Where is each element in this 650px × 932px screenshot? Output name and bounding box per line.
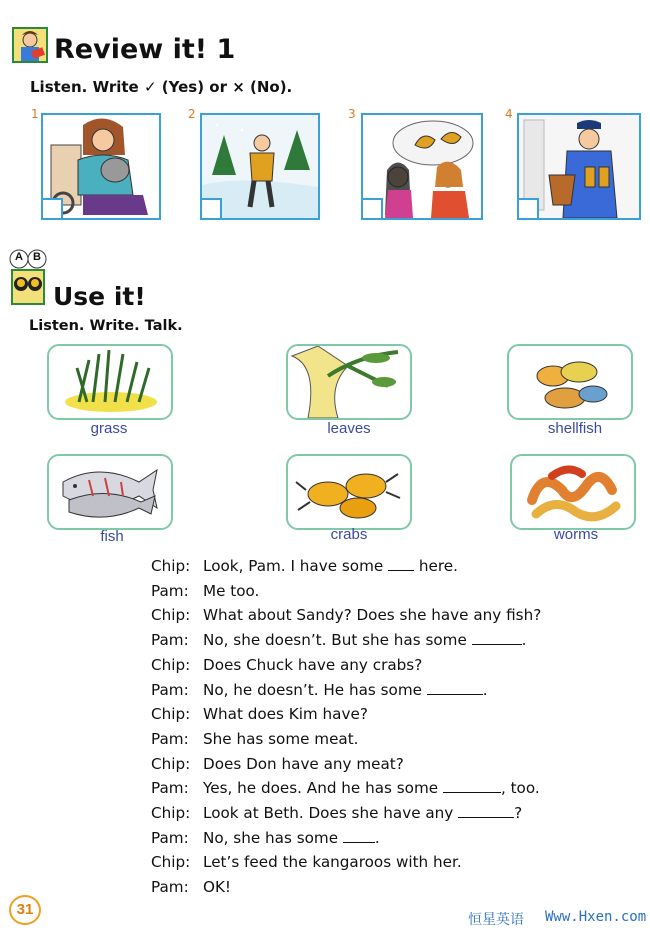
line-text: She has some meat.	[203, 729, 359, 748]
answer-blank[interactable]	[388, 558, 414, 571]
vocab-card-leaves	[286, 344, 412, 420]
worms-icon	[512, 456, 634, 528]
speaker-name: Chip:	[151, 557, 191, 575]
crabs-icon	[288, 456, 410, 528]
review-icon	[12, 27, 48, 63]
review-picture-2	[200, 113, 320, 220]
speaker-name: Chip:	[151, 804, 191, 822]
review-picture-3	[361, 113, 483, 220]
answer-checkbox-4[interactable]	[519, 198, 539, 218]
vocab-card-worms	[510, 454, 636, 530]
use-title: Use it!	[53, 282, 146, 311]
speaker-name: Pam:	[151, 828, 189, 847]
answer-checkbox-2[interactable]	[202, 198, 222, 218]
watermark-url: Www.Hxen.com	[545, 909, 647, 925]
vocab-card-shellfish	[507, 344, 633, 420]
line-text: What does Kim have?	[203, 705, 368, 724]
page-number: 31	[9, 895, 41, 925]
line-text: Let’s feed the kangaroos with her.	[203, 853, 462, 872]
vocab-word: leaves	[327, 420, 371, 437]
vocab-word: fish	[100, 528, 124, 545]
answer-blank[interactable]	[472, 632, 522, 645]
line-text-after: here.	[418, 557, 458, 575]
answer-checkbox-1[interactable]	[43, 198, 63, 218]
dialogue-line	[151, 853, 462, 871]
dialogue-line	[151, 631, 526, 649]
watermark-chinese: 恒星英语	[468, 912, 524, 928]
item-number: 1	[31, 107, 39, 121]
vocab-card-grass	[47, 344, 173, 420]
line-text: Yes, he does. And he has some	[203, 779, 439, 798]
dialogue-line	[151, 681, 488, 699]
dialogue-line	[151, 606, 541, 624]
line-text-after: ?	[514, 804, 523, 822]
speaker-name: Pam:	[151, 581, 189, 600]
line-text: Does Don have any meat?	[203, 754, 404, 773]
speaker-name: Chip:	[151, 853, 191, 872]
line-text-after: .	[521, 631, 527, 650]
speaker-name: Chip:	[151, 754, 191, 773]
line-text: What about Sandy? Does she have any fish?	[203, 606, 542, 625]
answer-blank[interactable]	[343, 830, 375, 843]
ab-badge-icon	[6, 248, 50, 306]
speaker-name: Chip:	[151, 655, 191, 674]
dialogue-line	[151, 755, 404, 773]
speaker-name: Pam:	[151, 878, 189, 897]
dialogue-line	[151, 878, 231, 896]
dialogue-line	[151, 779, 540, 797]
speaker-name: Chip:	[151, 705, 191, 724]
item-number: 4	[505, 107, 513, 121]
vocab-word: grass	[90, 420, 128, 437]
line-text-after: .	[374, 828, 380, 847]
vocab-word: shellfish	[547, 420, 603, 437]
dialogue-line	[151, 804, 522, 822]
line-text-after: , too.	[500, 779, 540, 798]
vocab-word: crabs	[330, 526, 368, 543]
speaker-name: Chip:	[151, 606, 191, 625]
line-text: Look, Pam. I have some	[203, 557, 384, 575]
dialogue-line	[151, 656, 422, 674]
line-text: Does Chuck have any crabs?	[203, 655, 423, 674]
dialogue-line	[151, 582, 259, 600]
line-text: No, he doesn’t. He has some	[203, 680, 422, 699]
item-number: 2	[188, 107, 196, 121]
vocab-word: worms	[553, 526, 599, 543]
dialogue-line	[151, 829, 380, 847]
vocab-card-fish	[47, 454, 173, 530]
line-text: No, she doesn’t. But she has some	[203, 631, 467, 650]
badge-letter-a: A	[15, 251, 23, 263]
badge-letter-b: B	[33, 251, 41, 263]
line-text: Me too.	[203, 581, 260, 600]
grass-icon	[49, 346, 171, 418]
line-text: Look at Beth. Does she have any	[203, 804, 454, 822]
vocab-card-crabs	[286, 454, 412, 530]
speaker-name: Pam:	[151, 680, 189, 699]
item-number: 3	[348, 107, 356, 121]
answer-checkbox-3[interactable]	[363, 198, 383, 218]
dialogue-line	[151, 730, 359, 748]
answer-blank[interactable]	[458, 805, 514, 818]
answer-blank[interactable]	[443, 780, 501, 793]
line-text: No, she has some	[203, 828, 339, 847]
shellfish-icon	[509, 346, 631, 418]
line-text-after: .	[482, 680, 488, 699]
speaker-name: Pam:	[151, 779, 189, 798]
leaves-icon	[288, 346, 410, 418]
review-picture-1	[41, 113, 161, 220]
speaker-name: Pam:	[151, 729, 189, 748]
review-picture-4	[517, 113, 641, 220]
fish-icon	[49, 456, 171, 528]
review-title: Review it! 1	[54, 34, 236, 65]
answer-blank[interactable]	[427, 682, 483, 695]
review-instruction: Listen. Write ✓ (Yes) or × (No).	[30, 78, 293, 96]
dialogue-line	[151, 705, 368, 723]
dialogue-line	[151, 557, 458, 575]
line-text: OK!	[203, 878, 232, 897]
speaker-name: Pam:	[151, 631, 189, 650]
use-instruction: Listen. Write. Talk.	[29, 318, 183, 334]
